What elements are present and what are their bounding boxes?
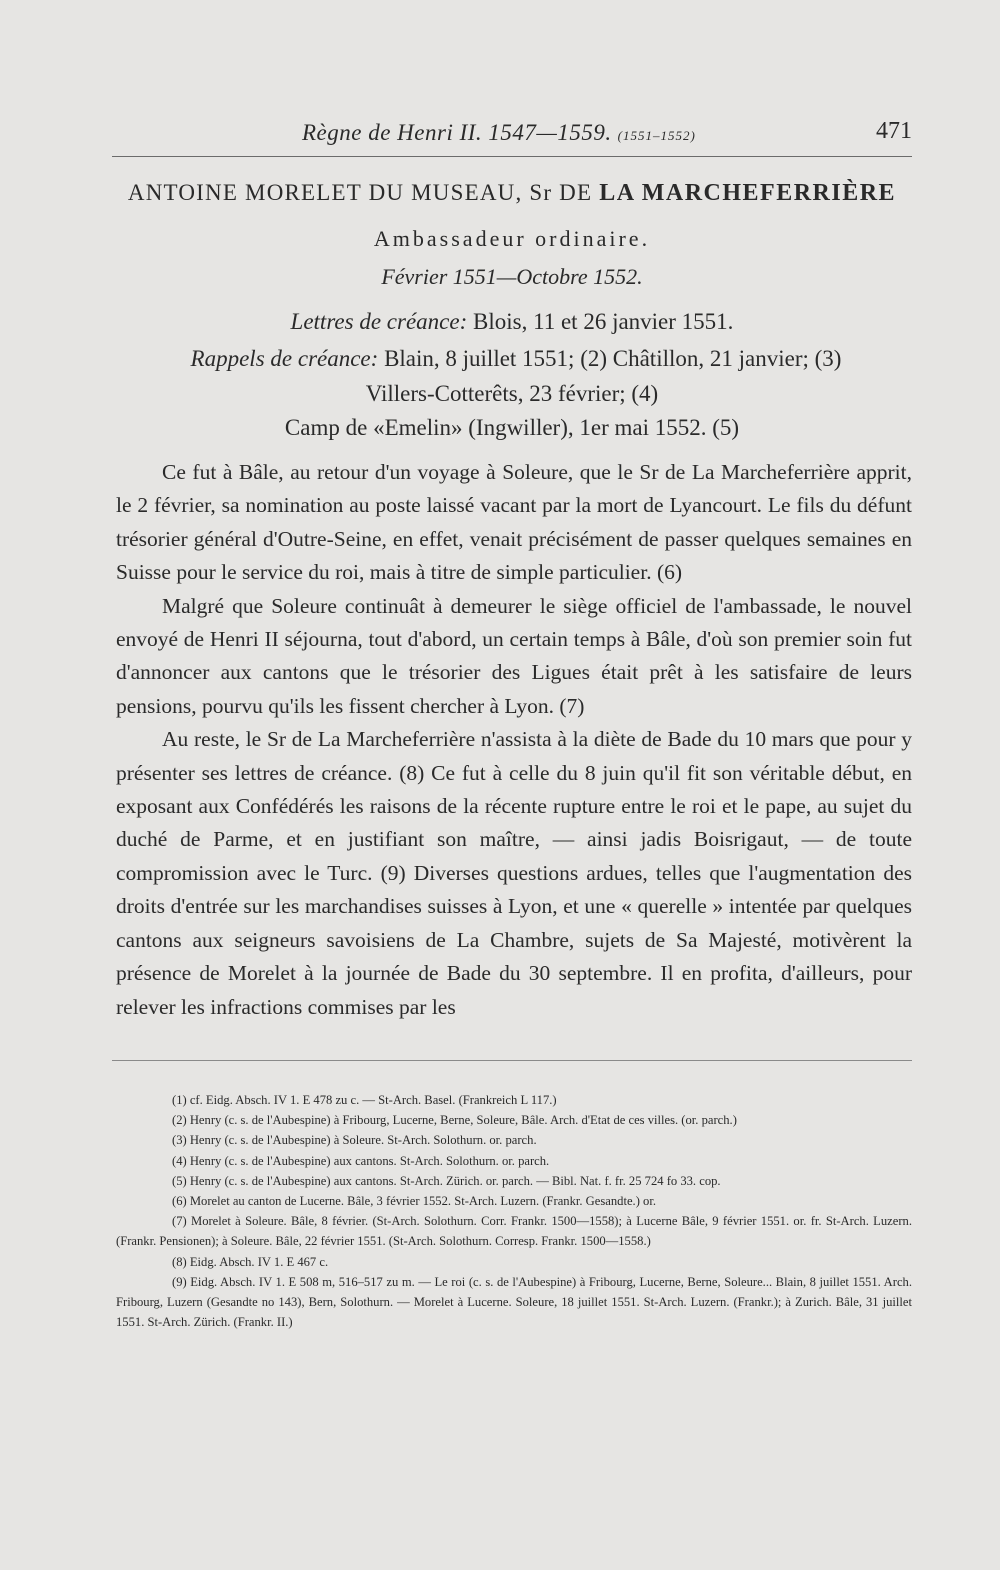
paragraph-2: Malgré que Soleure continuât à demeurer le siège officiel de l'ambassade, le nouvel envoyé de Henri II séjourna, tout d'abord, un certain temps à Bâle, d'où son premier soin fut d'annoncer aux cantons que le trésorier des Ligues était prêt à les satisfaire de leurs pensions, pourvu qu'ils les fissent chercher à Lyon. (7) <box>116 593 912 718</box>
heading-period: Février 1551—Octobre 1552. <box>381 264 643 289</box>
rappels-text-1: Blain, 8 juillet 1551; (2) Châtillon, 21 janvier; (3) <box>384 346 842 371</box>
lettres-text: Blois, 11 et 26 janvier 1551. <box>473 309 734 334</box>
paragraph-3: Au reste, le Sr de La Marcheferrière n'assista à la diète de Bade du 10 mars que pour y présenter ses lettres de créance. (8) Ce fut à celle du 8 juin qu'il fit son véritable début, en exposant aux Confédérés les raisons de la récente rupture entre le roi et le pape, au sujet du duché de Parme, et en justifiant son maître, — ainsi jadis Boisrigaut, — de toute compromission avec le Turc. (9) Diverses questions ardues, telles que l'augmentation des droits d'entrée sur les marchandises suisses à Lyon, et une « querelle » intentée par quelques cantons aux seigneurs savoisiens de La Chambre, sujets de Sa Majesté, motivèrent la présence de Morelet à la journée de Bade du 30 septembre. Il en profita, d'ailleurs, pour relever les infractions commises par les <box>116 727 912 1019</box>
footnote-2: (2) Henry (c. s. de l'Aubespine) à Fribourg, Lucerne, Berne, Soleure, Bâle. Arch. d'Etat de ces villes. (or. parch.) <box>172 1113 737 1128</box>
page-number: 471 <box>876 118 912 144</box>
section-heading <box>112 180 912 207</box>
running-head-title <box>302 120 696 146</box>
body-text <box>116 456 912 1024</box>
rappels-label: Rappels de créance: <box>190 346 379 371</box>
footnote-5: (5) Henry (c. s. de l'Aubespine) aux cantons. St-Arch. Zürich. or. parch. — Bibl. Nat. f. fr. 25 724 fo 33. cop. <box>172 1173 721 1188</box>
footnotes <box>116 1090 912 1332</box>
lettres-label: Lettres de créance: <box>290 309 468 334</box>
heading-name: ANTOINE MORELET DU MUSEAU, Sr DE <box>127 180 593 205</box>
footnote-rule <box>112 1060 912 1061</box>
heading-name-bold: LA MARCHEFERRIÈRE <box>599 180 897 206</box>
paragraph-1: Ce fut à Bâle, au retour d'un voyage à Soleure, que le Sr de La Marcheferrière apprit, le 2 février, sa nomination au poste laissé vacant par la mort de Lyancourt. Le fils du défunt trésorier général d'Outre-Seine, en effet, venait précisément de passer quelques semaines en Suisse pour le service du roi, mais à titre de simple particulier. (6) <box>116 460 912 585</box>
header-rule <box>112 156 912 157</box>
footnote-9: (9) Eidg. Absch. IV 1. E 508 m, 516–517 zu m. — Le roi (c. s. de l'Aubespine) à Fribourg, Lucerne, Berne, Soleure... Blain, 8 juillet 1551. Arch. Fribourg, Luzern (Gesandte no 143), Bern, Solothurn. — Morelet à Lucerne. Soleure, 18 juillet 1551. St-Arch. Luzern. (Frankr.); à Zurich. Bâle, 31 juillet 1551. St-Arch. Zürich. (Frankr. II.) <box>116 1274 912 1330</box>
running-head-title-text: Règne de Henri II. 1547—1559. <box>302 120 612 145</box>
rappels-line-3: Camp de «Emelin» (Ingwiller), 1er mai 1552. (5) <box>284 415 740 440</box>
rappels-line-1 <box>116 346 916 372</box>
running-head-dates: (1551–1552) <box>617 128 696 143</box>
footnote-1: (1) cf. Eidg. Absch. IV 1. E 478 zu c. — St-Arch. Basel. (Frankreich L 117.) <box>172 1093 557 1107</box>
footnote-3: (3) Henry (c. s. de l'Aubespine) à Soleure. St-Arch. Solothurn. or. parch. <box>172 1133 537 1148</box>
lettres-line <box>112 309 912 335</box>
rappels-line-2: Villers-Cotterêts, 23 février; (4) <box>365 381 659 406</box>
footnote-4: (4) Henry (c. s. de l'Aubespine) aux cantons. St-Arch. Solothurn. or. parch. <box>172 1153 550 1168</box>
footnote-6: (6) Morelet au canton de Lucerne. Bâle, 3 février 1552. St-Arch. Luzern. (Frankr. Gesandte.) or. <box>172 1194 656 1209</box>
running-head <box>112 118 912 150</box>
footnote-7: (7) Morelet à Soleure. Bâle, 8 février. (St-Arch. Solothurn. Corr. Frankr. 1500—1558); à Lucerne Bâle, 9 février 1551. or. fr. St-Arch. Luzern. (Frankr. Pensionen); à Soleure. Bâle, 22 février 1551. (St-Arch. Solothurn. Corresp. Frankr. 1500—1558.) <box>116 1214 912 1249</box>
footnote-8: (8) Eidg. Absch. IV 1. E 467 c. <box>172 1254 329 1269</box>
heading-role: Ambassadeur ordinaire. <box>373 226 651 251</box>
